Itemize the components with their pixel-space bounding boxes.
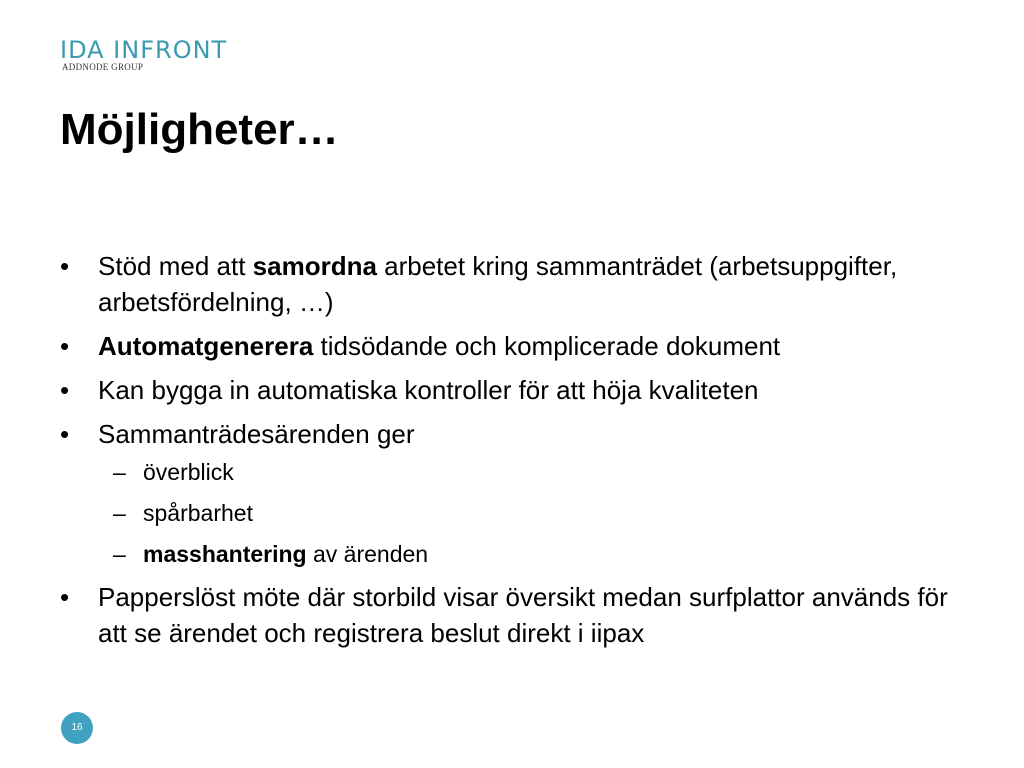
company-logo xyxy=(60,36,227,72)
bullet-bold-text: samordna xyxy=(252,251,377,281)
bullet-text: Kan bygga in automatiska kontroller för att höja kvaliteten xyxy=(98,375,759,405)
bullet-text: arbetet kring sammanträdet (arbetsuppgifter, arbetsfördelning, …) xyxy=(98,251,898,317)
dash-marker: – xyxy=(113,500,126,526)
dash-marker: – xyxy=(113,541,126,567)
sub-item-text: överblick xyxy=(143,459,234,485)
bullet-item-autogenerate xyxy=(60,328,970,364)
sub-item-traceability xyxy=(98,497,970,529)
bullet-marker: • xyxy=(60,419,70,449)
logo-subtext: ADDNODE GROUP xyxy=(62,62,144,72)
bullet-text: Papperslöst möte där storbild visar översikt medan surfplattor används för att se ärendet och registrera beslut direkt i iipax xyxy=(98,582,948,648)
dash-marker: – xyxy=(113,459,126,485)
bullet-bold-text: Automatgenerera xyxy=(98,331,314,361)
bullet-marker: • xyxy=(60,331,70,361)
sub-item-mass-handling xyxy=(98,538,970,570)
bullet-text: Sammanträdesärenden ger xyxy=(98,419,415,449)
bullet-item-cases xyxy=(60,416,970,570)
bullet-item-paperless xyxy=(60,579,970,651)
sub-list xyxy=(98,456,970,570)
bullet-marker: • xyxy=(60,251,70,281)
sub-item-text: spårbarhet xyxy=(143,500,253,526)
sub-item-overview xyxy=(98,456,970,488)
logo-text: IDA INFRONT xyxy=(60,36,228,64)
bullet-item-coordinate xyxy=(60,248,970,320)
bullet-list xyxy=(60,248,970,659)
sub-item-text: av ärenden xyxy=(306,541,429,567)
slide-title: Möjligheter… xyxy=(60,105,339,154)
bullet-text: Stöd med att xyxy=(98,251,253,281)
bullet-text: tidsödande och komplicerade dokument xyxy=(313,331,781,361)
page-number-badge: 16 xyxy=(61,712,93,744)
bullet-item-controls xyxy=(60,372,970,408)
bullet-marker: • xyxy=(60,375,70,405)
bullet-marker: • xyxy=(60,582,70,612)
sub-item-bold-text: masshantering xyxy=(143,541,307,567)
